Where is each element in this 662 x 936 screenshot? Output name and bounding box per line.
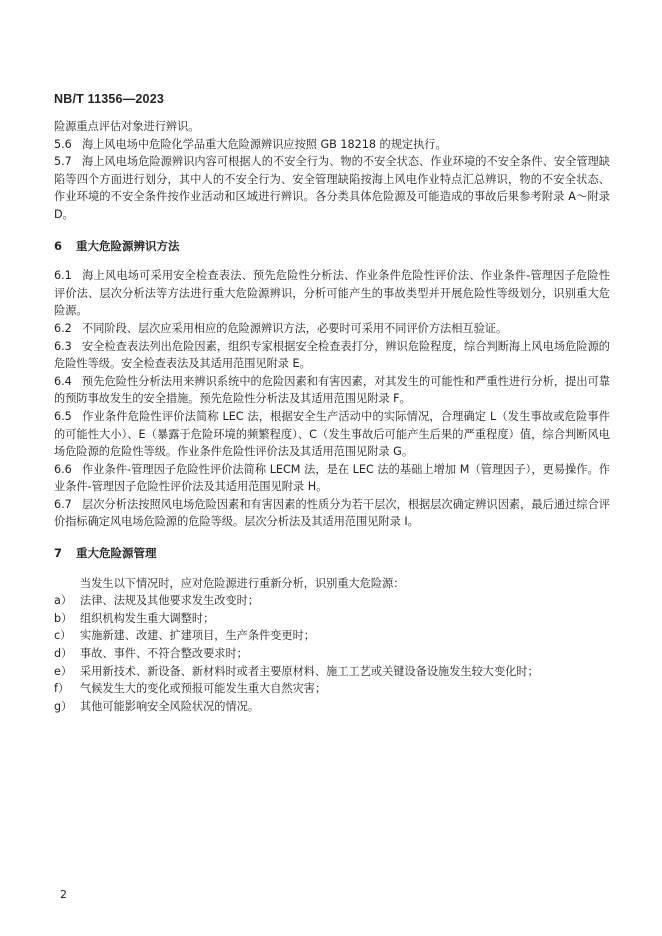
section-6-heading: 6 重大危险源辨识方法 bbox=[54, 238, 180, 253]
clause-6-4: 6.4 预先危险性分析法用来辨识系统中的危险因素和有害因素，对其发生的可能性和严重性进行分析，提出可靠的预防事故发生的安全措施。预先危险性分析法及其适用范围见附录 F。 bbox=[54, 374, 610, 406]
clause-6-5: 6.5 作业条件危险性评价法简称 LEC 法，根据安全生产活动中的实际情况，合理确定 L（发生事故或危险事件的可能性大小）、E（暴露于危险环境的频繁程度）、C（发生事故后可能产生后果的严重程度）值，综合判断风电场危险源的危险性等级。作业条件危险性评价法及其适用范围见附录 G。 bbox=[54, 409, 610, 459]
page-body bbox=[54, 118, 610, 715]
document-code: NB/T 11356—2023 bbox=[54, 92, 165, 106]
clause-6-3: 6.3 安全检查表法列出危险因素，组织专家根据安全检查表打分，辨识危险程度，综合判断海上风电场危险源的危险性等级。安全检查表法及其适用范围见附录 E。 bbox=[54, 339, 610, 371]
clause-6-7: 6.7 层次分析法按照风电场危险因素和有害因素的性质分为若干层次，根据层次确定辨识因素，最后通过综合评价指标确定风电场危险源的危险等级。层次分析法及其适用范围见附录 I。 bbox=[54, 497, 610, 529]
clause-6-1: 6.1 海上风电场可采用安全检查表法、预先危险性分析法、作业条件危险性评价法、作业条件-管理因子危险性评价法、层次分析法等方法进行重大危险源辨识，分析可能产生的事故类型并开展危险性等级划分，识别重大危险源。 bbox=[54, 269, 610, 318]
list-item: g） 其他可能影响安全风险状况的情况。 bbox=[54, 699, 260, 713]
clause-5-6: 5.6 海上风电场中危险化学品重大危险源辨识应按照 GB 18218 的规定执行。 bbox=[54, 137, 447, 151]
list-item: c） 实施新建、改建、扩建项目，生产条件变更时； bbox=[54, 629, 315, 643]
section-7-heading: 7 重大危险源管理 bbox=[54, 546, 157, 561]
list-item: e） 采用新技术、新设备、新材料时或者主要原材料、施工工艺或关键设备设施发生较大变化时； bbox=[54, 664, 539, 678]
list-item: d） 事故、事件、不符合整改要求时； bbox=[54, 647, 248, 661]
condition-list bbox=[54, 592, 610, 715]
list-item: b） 组织机构发生重大调整时； bbox=[54, 611, 215, 625]
clause-6-6: 6.6 作业条件-管理因子危险性评价法简称 LECM 法，是在 LEC 法的基础上增加 M（管理因子），更易操作。作业条件-管理因子危险性评价法及其适用范围见附录 H。 bbox=[54, 462, 610, 494]
list-item: a） 法律、法规及其他要求发生改变时； bbox=[54, 594, 260, 608]
list-item: f） 气候发生大的变化或预报可能发生重大自然灾害； bbox=[54, 682, 327, 696]
clause-6-2: 6.2 不同阶段、层次应采用相应的危险源辨识方法，必要时可采用不同评价方法相互验证。 bbox=[54, 321, 508, 335]
clause-5-7: 5.7 海上风电场危险源辨识内容可根据人的不安全行为、物的不安全状态、作业环境的不安全条件、安全管理缺陷等四个方面进行划分，其中人的不安全行为、安全管理缺陷按海上风电作业特点汇总辨识，物的不安全状态、作业环境的不安全条件按作业活动和区域进行辨识。各分类具体危险源及可能造成的事故后果参考附录 A～附录 D。 bbox=[54, 155, 610, 221]
section-7-intro: 当发生以下情况时，应对危险源进行重新分析，识别重大危险源： bbox=[80, 576, 405, 590]
page-number: 2 bbox=[60, 888, 67, 901]
continuation-text: 险源重点评估对象进行辨识。 bbox=[54, 120, 200, 133]
